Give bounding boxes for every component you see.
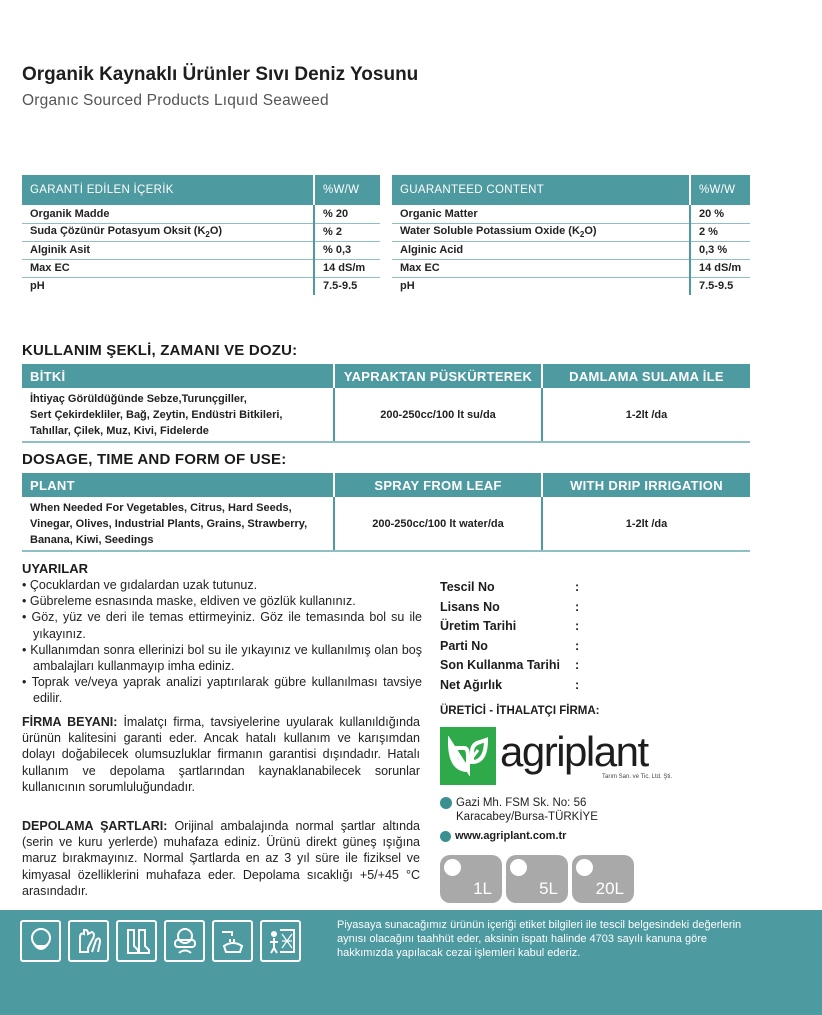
legal-notice: Piyasaya sunacağımız ürünün içeriği etiket bilgileri ile tescil belgesindeki değerlerin aynısı olacağını taahhüt eder, aksinin ispatı halinde 4703 sayılı kanuna göre hakkımızda yapılacak cezai işlemleri kabul ederiz. bbox=[337, 919, 742, 959]
guaranteed-content-table-tr bbox=[22, 175, 380, 295]
plant-list: İhtiyaç Görüldüğünde Sebze,Turunçgiller, Sert Çekirdekliler, Bağ, Zeytin, Endüstri Bitkileri, Tahıllar, Çilek, Muz, Kivi, Fidelerde bbox=[22, 388, 334, 442]
table-row bbox=[22, 241, 380, 259]
spray-dose: 200-250cc/100 lt su/da bbox=[334, 388, 542, 442]
size-badge: 20L bbox=[572, 855, 634, 903]
reg-field: Tescil No : bbox=[440, 580, 580, 594]
table-header: GUARANTEED CONTENT bbox=[392, 175, 690, 205]
location-pin-icon bbox=[440, 797, 452, 809]
footer bbox=[0, 910, 822, 1015]
mask-icon bbox=[20, 920, 61, 962]
warnings-heading: UYARILAR bbox=[22, 561, 88, 576]
table-row bbox=[22, 388, 750, 442]
reg-field: Net Ağırlık : bbox=[440, 677, 580, 692]
wash-hands-icon bbox=[212, 920, 253, 962]
table-cell: % 0,3 bbox=[314, 241, 380, 259]
table-row bbox=[22, 259, 380, 277]
table-cell: Organik Madde bbox=[22, 205, 314, 223]
table-cell: 7.5-9.5 bbox=[314, 277, 380, 295]
drip-dose: 1-2lt /da bbox=[542, 497, 750, 551]
table-cell: Max EC bbox=[22, 259, 314, 277]
table-cell: Water Soluble Potassium Oxide $(K_2O)$ bbox=[392, 223, 690, 241]
table-cell: 2 % bbox=[690, 223, 750, 241]
goggles-icon bbox=[164, 920, 205, 962]
table-header: SPRAY FROM LEAF bbox=[334, 473, 542, 497]
reg-field: Üretim Tarihi : bbox=[440, 619, 580, 633]
package-sizes bbox=[440, 855, 638, 903]
reg-field: Parti No : bbox=[440, 638, 580, 653]
globe-icon bbox=[440, 831, 451, 842]
table-row bbox=[392, 223, 750, 241]
page-title: Organik Kaynaklı Ürünler Sıvı Deniz Yosunu bbox=[22, 64, 419, 85]
table-header: PLANT bbox=[22, 473, 334, 497]
spray-dose: 200-250cc/100 lt water/da bbox=[334, 497, 542, 551]
usage-table-en bbox=[22, 473, 750, 552]
list-item: • Kullanımdan sonra ellerinizi bol su ile yıkayınız ve kullanılmış olan boş ambalajları kullanmayıp imha ediniz. bbox=[22, 642, 422, 674]
table-header: DAMLAMA SULAMA İLE bbox=[542, 364, 750, 388]
table-header: WITH DRIP IRRIGATION bbox=[542, 473, 750, 497]
logo-subtitle: Tarım San. ve Tic. Ltd. Şti. bbox=[602, 774, 673, 780]
table-cell: 14 dS/m bbox=[690, 259, 750, 277]
address: Gazi Mh. FSM Sk. No: 56 Karacabey/Bursa-TÜRKİYE bbox=[440, 796, 598, 824]
list-item: • Gübreleme esnasında maske, eldiven ve gözlük kullanınız. bbox=[22, 594, 356, 609]
table-row bbox=[22, 223, 380, 241]
gloves-icon bbox=[68, 920, 109, 962]
table-cell: Organic Matter bbox=[392, 205, 690, 223]
table-cell: Alginic Acid bbox=[392, 241, 690, 259]
leaf-icon bbox=[440, 727, 496, 785]
table-cell: 20 % bbox=[690, 205, 750, 223]
table-row bbox=[22, 205, 380, 223]
table-row bbox=[22, 277, 380, 295]
boots-icon bbox=[116, 920, 157, 962]
table-row bbox=[392, 241, 750, 259]
size-badge: 1L bbox=[440, 855, 502, 903]
website[interactable]: www.agriplant.com.tr bbox=[440, 830, 566, 842]
table-header: YAPRAKTAN PÜSKÜRTEREK bbox=[334, 364, 542, 388]
logo-wordmark: agriplant bbox=[500, 728, 648, 775]
firm-statement: FİRMA BEYANI: İmalatçı firma, tavsiyelerine uyularak kullanıldığında ürünün kalitesini garanti eder. Ancak hatalı kullanım ve karışımdan dolayı doğabilecek olumsuzluklar firmanın garantisi dışındadır. Hatalı kullanım ve depolama şartlarından kaynaklanabilecek sorunlar kullanıcının sorumluluğundadır. bbox=[22, 715, 420, 794]
table-cell: Suda Çözünür Potasyum Oksit $(K_2O)$ bbox=[22, 223, 314, 241]
table-cell: % 20 bbox=[314, 205, 380, 223]
table-row bbox=[22, 497, 750, 551]
keep-away-icon bbox=[260, 920, 301, 962]
size-badge: 5L bbox=[506, 855, 568, 903]
guaranteed-content-table-en bbox=[392, 175, 750, 295]
drip-dose: 1-2lt /da bbox=[542, 388, 750, 442]
table-cell: Max EC bbox=[392, 259, 690, 277]
usage-heading-tr: KULLANIM ŞEKLİ, ZAMANI VE DOZU: bbox=[22, 342, 298, 359]
plant-list: When Needed For Vegetables, Citrus, Hard Seeds, Vinegar, Olives, Industrial Plants, Grains, Strawberry, Banana, Kiwi, Seedings bbox=[22, 497, 334, 551]
reg-field: Lisans No : bbox=[440, 599, 580, 614]
storage-conditions: DEPOLAMA ŞARTLARI: Orijinal ambalajında normal şartlar altında (serin ve kuru yerlerde) muhafaza ediniz. Ürünü direkt güneş ışığına maruz bırakmayınız. Normal Şartlarda en az 3 yıl süre ile fiziksel ve kimyasal özelliklerini muhafaza eder. Depolama sıcaklığı +5/+45 °C arasındadır. bbox=[22, 819, 420, 898]
table-cell: % 2 bbox=[314, 223, 380, 241]
page-subtitle: Organıc Sourced Products Lıquıd Seaweed bbox=[22, 92, 329, 109]
table-header: BİTKİ bbox=[22, 364, 334, 388]
table-cell: pH bbox=[30, 280, 45, 293]
reg-field: Son Kullanma Tarihi : bbox=[440, 658, 580, 672]
list-item: • Toprak ve/veya yaprak analizi yaptırılarak gübre kullanılması tavsiye edilir. bbox=[22, 675, 422, 706]
table-cell: 14 dS/m bbox=[314, 259, 380, 277]
list-item: • Göz, yüz ve deri ile temas ettirmeyiniz. Göz ile temasında bol su ile yıkayınız. bbox=[22, 610, 422, 641]
table-row bbox=[392, 205, 750, 223]
list-item: • Çocuklardan ve gıdalardan uzak tutunuz. bbox=[22, 578, 258, 592]
manufacturer-heading: ÜRETİCİ - İTHALATÇI FİRMA: bbox=[440, 705, 600, 717]
table-cell: 7.5-9.5 bbox=[690, 277, 750, 295]
table-cell: 0,3 % bbox=[690, 241, 750, 259]
agriplant-logo bbox=[440, 727, 673, 785]
table-header: %W/W bbox=[690, 175, 750, 205]
table-header: %W/W bbox=[314, 175, 380, 205]
table-cell: pH bbox=[400, 280, 415, 293]
table-row bbox=[392, 259, 750, 277]
table-row bbox=[392, 277, 750, 295]
table-cell: Alginik Asit bbox=[22, 241, 314, 259]
table-header: GARANTİ EDİLEN İÇERİK bbox=[22, 175, 314, 205]
usage-heading-en: DOSAGE, TIME AND FORM OF USE: bbox=[22, 451, 287, 468]
usage-table-tr bbox=[22, 364, 750, 443]
warnings-list bbox=[22, 577, 422, 707]
registration-info bbox=[440, 580, 579, 697]
